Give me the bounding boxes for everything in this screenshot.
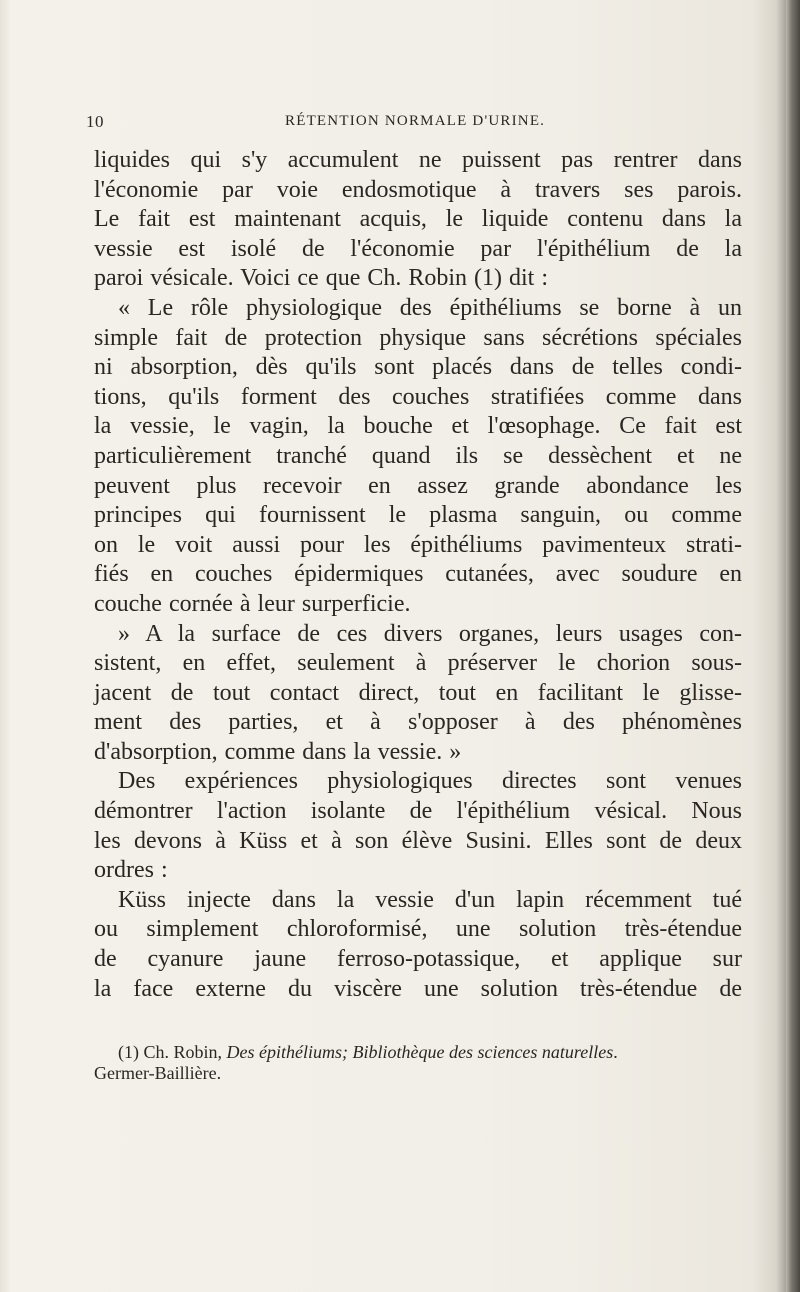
text-line: on le voit aussi pour les épithéliums pavimenteux strati- xyxy=(94,531,742,558)
running-title: RÉTENTION NORMALE D'URINE. xyxy=(285,113,546,129)
text-line: fiés en couches épidermiques cutanées, avec soudure en xyxy=(94,561,742,588)
text-line: peuvent plus recevoir en assez grande abondance les xyxy=(94,472,742,499)
text-line: principes qui fournissent le plasma sanguin, ou comme xyxy=(94,502,742,529)
text-line: ou simplement chloroformisé, une solution très-étendue xyxy=(94,916,742,943)
footnote xyxy=(94,1042,742,1084)
text-line: jacent de tout contact direct, tout en facilitant le glisse- xyxy=(94,679,742,706)
text-line: ordres : xyxy=(94,857,168,884)
text-line: ni absorption, dès qu'ils sont placés dans de telles condi- xyxy=(94,354,742,381)
text-line: la face externe du viscère une solution très-étendue de xyxy=(94,975,742,1002)
footnote-publisher: Germer-Baillière. xyxy=(94,1063,222,1083)
page-binding-shadow xyxy=(786,0,800,1292)
text-line: liquides qui s'y accumulent ne puissent pas rentrer dans xyxy=(94,147,742,173)
footnote-period: . xyxy=(613,1042,618,1062)
text-line: ment des parties, et à s'opposer à des phénomènes xyxy=(94,709,742,736)
footnote-line xyxy=(94,1042,742,1063)
text-line: paroi vésicale. Voici ce que Ch. Robin (1) dit : xyxy=(94,265,549,292)
page-number: 10 xyxy=(86,112,104,131)
text-line: couche cornée à leur surperficie. xyxy=(94,590,411,617)
text-line: démontrer l'action isolante de l'épithélium vésical. Nous xyxy=(94,798,742,825)
text-line: vessie est isolé de l'économie par l'épithélium de la xyxy=(94,235,742,262)
text-line: simple fait de protection physique sans sécrétions spéciales xyxy=(94,324,742,351)
text-line: l'économie par voie endosmotique à travers ses parois. xyxy=(94,176,742,203)
text-line: Des expériences physiologiques directes sont venues xyxy=(118,768,742,795)
page-header xyxy=(86,112,746,140)
text-line: d'absorption, comme dans la vessie. » xyxy=(94,738,462,765)
text-line: Küss injecte dans la vessie d'un lapin récemment tué xyxy=(118,886,742,913)
text-line: « Le rôle physiologique des épithéliums se borne à un xyxy=(118,294,742,321)
text-line: Le fait est maintenant acquis, le liquide contenu dans la xyxy=(94,206,742,233)
text-line: particulièrement tranché quand ils se dessèchent et ne xyxy=(94,442,742,469)
text-line: » A la surface de ces divers organes, leurs usages con- xyxy=(118,620,742,647)
text-line: tions, qu'ils forment des couches stratifiées comme dans xyxy=(94,383,742,410)
page-left-margin xyxy=(0,0,10,1292)
text-line: la vessie, le vagin, la bouche et l'œsophage. Ce fait est xyxy=(94,413,742,440)
text-line: sistent, en effet, seulement à préserver le chorion sous- xyxy=(94,650,742,677)
text-line: de cyanure jaune ferroso-potassique, et applique sur xyxy=(94,946,742,973)
footnote-title: Des épithéliums; Bibliothèque des sciences naturelles xyxy=(226,1042,614,1062)
footnote-author: (1) Ch. Robin, xyxy=(118,1042,227,1062)
text-line: les devons à Küss et à son élève Susini. Elles sont de deux xyxy=(94,827,742,854)
body-text xyxy=(94,146,742,1004)
